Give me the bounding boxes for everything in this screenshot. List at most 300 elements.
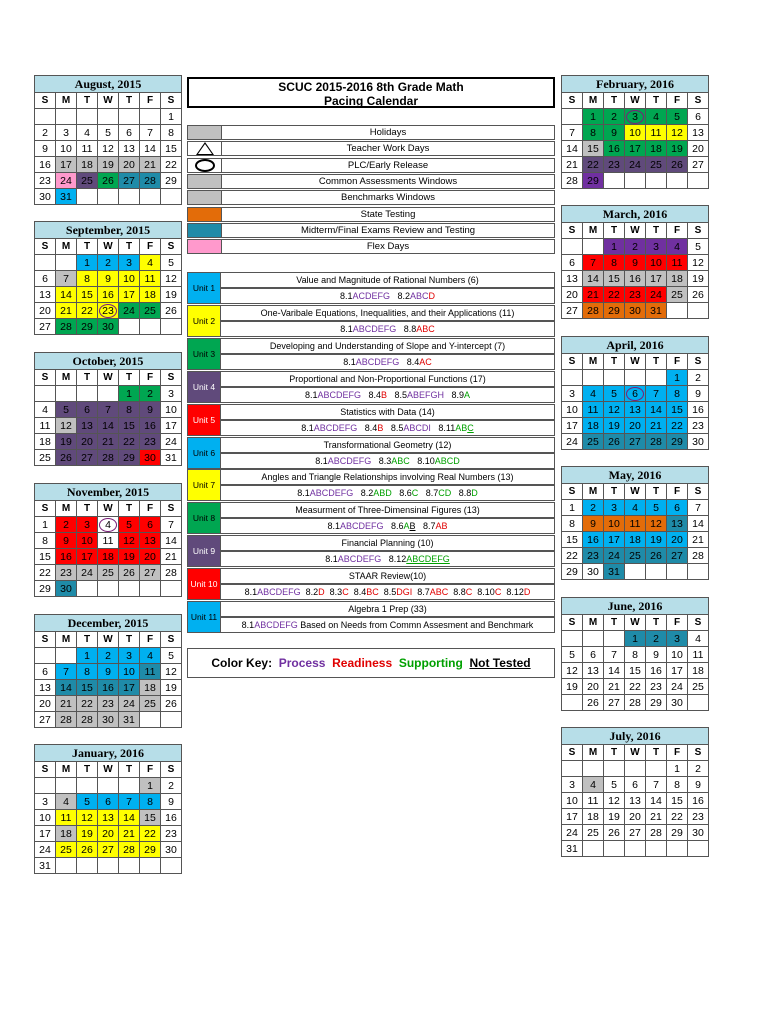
calendar-day: 22 [667, 418, 688, 434]
weekday-label: T [646, 745, 667, 761]
calendar-day: 24 [562, 434, 583, 450]
calendar-day: 27 [35, 319, 56, 335]
calendar-day [56, 109, 77, 125]
calendar-day: 20 [35, 696, 56, 712]
weekday-label: T [119, 370, 140, 386]
calendar-day: 3 [119, 255, 140, 271]
calendar-day [688, 173, 709, 189]
calendar-day: 5 [119, 517, 140, 533]
weekday-label: W [625, 745, 646, 761]
calendar-day: 31 [56, 189, 77, 205]
calendar-day: 4 [35, 402, 56, 418]
standard-code: ABD [373, 488, 392, 499]
weekday-label: S [688, 615, 709, 631]
calendar-day: 29 [77, 319, 98, 335]
calendar-day: 7 [56, 271, 77, 287]
calendar-day: 9 [35, 141, 56, 157]
calendar-day [56, 858, 77, 874]
calendar-day: 11 [667, 255, 688, 271]
standard-code: AC [419, 356, 432, 367]
calendar-day: 10 [625, 125, 646, 141]
weekday-label: T [604, 354, 625, 370]
calendar-day: 1 [77, 255, 98, 271]
weekday-label: S [688, 484, 709, 500]
calendar-day: 20 [77, 434, 98, 450]
standard-code: D [523, 587, 531, 598]
calendar-day: 19 [604, 809, 625, 825]
calendar-day [625, 564, 646, 580]
legend-swatch [187, 141, 222, 156]
standard-code: AB [435, 521, 448, 532]
calendar-day: 16 [688, 793, 709, 809]
calendar-day: 2 [688, 761, 709, 777]
standard-code: ABCDEFG [337, 554, 382, 565]
standard-code: ABCDEFG [257, 587, 301, 598]
calendar-day: 20 [625, 418, 646, 434]
unit-badge: Unit 10 [187, 568, 221, 600]
calendar-day: 8 [119, 402, 140, 418]
standard-code: 8.2 [390, 291, 411, 301]
standard-code: 8.7 [412, 587, 430, 598]
calendar-day: 6 [77, 402, 98, 418]
unit-title: Proportional and Non-Proportional Functions (17) [221, 371, 555, 387]
calendar-day: 25 [77, 173, 98, 189]
calendar-day: 28 [625, 695, 646, 711]
calendar-day: 14 [646, 402, 667, 418]
calendar-day: 4 [667, 239, 688, 255]
standard-code: 8.7 [418, 488, 439, 499]
calendar-day: 25 [667, 287, 688, 303]
calendar-day: 2 [646, 631, 667, 647]
calendar-day [667, 173, 688, 189]
unit-standards [221, 551, 555, 567]
weekday-label: M [583, 354, 604, 370]
calendar-day: 8 [667, 777, 688, 793]
calendar-day: 9 [646, 647, 667, 663]
calendar-day: 2 [161, 778, 182, 794]
standard-code: 8.11 [430, 422, 456, 433]
weekday-label: W [98, 762, 119, 778]
calendar-day [56, 386, 77, 402]
calendar-day [56, 255, 77, 271]
calendar-day: 14 [140, 141, 161, 157]
calendar-day: 14 [56, 287, 77, 303]
calendar-day [161, 319, 182, 335]
calendar-day [35, 648, 56, 664]
calendar-day: 8 [161, 125, 182, 141]
weekday-label: S [688, 745, 709, 761]
calendar-day: 25 [98, 565, 119, 581]
calendar-day [119, 109, 140, 125]
standard-code: 8.8 [448, 587, 466, 598]
calendar-day [562, 239, 583, 255]
weekday-label: F [667, 223, 688, 239]
calendar-day [77, 858, 98, 874]
unit-badge: Unit 5 [187, 404, 221, 436]
calendar-day: 22 [667, 809, 688, 825]
calendar-day [161, 189, 182, 205]
calendar-day: 10 [56, 141, 77, 157]
calendar-day: 28 [161, 565, 182, 581]
weekday-label: M [56, 762, 77, 778]
calendar-day: 12 [688, 255, 709, 271]
calendar-day: 28 [56, 712, 77, 728]
calendar-day: 16 [646, 663, 667, 679]
standard-code: 8.1 [301, 422, 314, 433]
calendar-day: 20 [140, 549, 161, 565]
calendar-day: 8 [667, 386, 688, 402]
calendar-day [625, 370, 646, 386]
weekday-label: F [140, 632, 161, 648]
weekday-label: W [98, 501, 119, 517]
unit-standards [221, 420, 555, 436]
weekday-label: S [161, 370, 182, 386]
legend-label: Teacher Work Days [222, 141, 555, 156]
calendar-day: 19 [688, 271, 709, 287]
calendar-day: 30 [688, 825, 709, 841]
unit-standards [221, 518, 555, 534]
calendar-day: 23 [161, 826, 182, 842]
calendar-day: 10 [604, 516, 625, 532]
legend-swatch [187, 239, 222, 254]
calendar-day: 17 [35, 826, 56, 842]
calendar-day [562, 761, 583, 777]
calendar-day: 29 [667, 825, 688, 841]
calendar-day: 22 [119, 434, 140, 450]
weekday-label: W [625, 93, 646, 109]
calendar-day: 4 [56, 794, 77, 810]
calendar-day: 25 [583, 434, 604, 450]
calendar-day: 23 [583, 548, 604, 564]
calendar-day: 11 [35, 418, 56, 434]
calendar-day: 19 [646, 532, 667, 548]
calendar-day [35, 109, 56, 125]
calendar-day: 11 [140, 664, 161, 680]
calendar-day: 18 [140, 287, 161, 303]
calendar-day: 24 [56, 173, 77, 189]
standard-code: 8.1 [339, 291, 353, 301]
weekday-label: S [35, 239, 56, 255]
calendar-day: 4 [77, 125, 98, 141]
weekday-label: T [646, 484, 667, 500]
weekday-label: F [667, 745, 688, 761]
calendar-day: 16 [98, 287, 119, 303]
calendar-day: 21 [688, 532, 709, 548]
calendar-day: 13 [77, 418, 98, 434]
calendar-day [77, 386, 98, 402]
calendar-day: 7 [646, 386, 667, 402]
calendar-day: 27 [119, 173, 140, 189]
calendar-day: 25 [35, 450, 56, 466]
calendar-day: 31 [646, 303, 667, 319]
calendar-day [56, 778, 77, 794]
calendar-day: 30 [688, 434, 709, 450]
calendar-day [161, 858, 182, 874]
weekday-label: S [688, 354, 709, 370]
calendar-day: 20 [562, 287, 583, 303]
weekday-label: M [56, 93, 77, 109]
weekday-label: T [604, 93, 625, 109]
calendar-day [119, 319, 140, 335]
calendar-day: 3 [562, 777, 583, 793]
calendar-day: 27 [98, 842, 119, 858]
standard-code: ABCDEFG [352, 323, 397, 334]
month-title: August, 2015 [35, 76, 182, 93]
calendar-day: 23 [688, 418, 709, 434]
calendar-day: 29 [161, 173, 182, 189]
calendar-day: 10 [562, 793, 583, 809]
calendar-day: 8 [625, 647, 646, 663]
calendar-day: 16 [56, 549, 77, 565]
standard-code: 8.12 [501, 587, 524, 598]
calendar-day [646, 564, 667, 580]
calendar-day: 21 [56, 696, 77, 712]
calendar-day: 16 [140, 418, 161, 434]
calendar-day: 9 [625, 255, 646, 271]
calendar-day: 1 [161, 109, 182, 125]
calendar-day: 11 [56, 810, 77, 826]
calendar-day [98, 581, 119, 597]
calendar-day: 12 [646, 516, 667, 532]
calendar-day [119, 778, 140, 794]
calendar-day: 8 [583, 125, 604, 141]
calendar-day: 6 [625, 386, 646, 402]
unit-badge: Unit 1 [187, 272, 221, 304]
calendar-day: 2 [140, 386, 161, 402]
calendar-day: 24 [119, 303, 140, 319]
weekday-label: T [604, 484, 625, 500]
calendar-day: 9 [688, 777, 709, 793]
calendar-day [604, 370, 625, 386]
calendar-day: 28 [98, 450, 119, 466]
calendar-day [35, 255, 56, 271]
calendar-day: 1 [140, 778, 161, 794]
calendar-day: 13 [688, 125, 709, 141]
weekday-label: S [35, 370, 56, 386]
calendar-day: 26 [56, 450, 77, 466]
calendar-day: 12 [562, 663, 583, 679]
calendar-day: 16 [583, 532, 604, 548]
standard-code: 8.6 [383, 521, 404, 532]
calendar-day: 26 [646, 548, 667, 564]
calendar-day: 23 [604, 157, 625, 173]
calendar-day: 14 [56, 680, 77, 696]
month-title: January, 2016 [35, 745, 182, 762]
weekday-label: F [140, 370, 161, 386]
calendar-day: 15 [161, 141, 182, 157]
page-title: SCUC 2015-2016 8th Grade Math Pacing Calendar [187, 77, 555, 108]
standard-code: 8.10 [409, 455, 435, 466]
calendar-day: 6 [625, 777, 646, 793]
calendar-day [646, 370, 667, 386]
weekday-label: W [625, 615, 646, 631]
calendar-day: 1 [583, 109, 604, 125]
calendar-day: 22 [140, 826, 161, 842]
calendar-day: 6 [667, 500, 688, 516]
calendar-day: 19 [667, 141, 688, 157]
calendar-day: 15 [77, 287, 98, 303]
weekday-label: W [98, 632, 119, 648]
standard-code: 8.5 [378, 587, 397, 598]
calendar-day: 24 [646, 287, 667, 303]
calendar-day: 15 [562, 532, 583, 548]
unit-title: Algebra 1 Prep (33) [221, 601, 555, 617]
calendar-day: 31 [161, 450, 182, 466]
weekday-label: S [35, 632, 56, 648]
weekday-label: M [56, 632, 77, 648]
calendar-day: 23 [646, 679, 667, 695]
calendar-day: 31 [562, 841, 583, 857]
standard-code: ABCDEFG [313, 422, 358, 433]
calendar-day: 8 [604, 255, 625, 271]
standard-code: D [471, 488, 478, 499]
calendar-day [140, 109, 161, 125]
standard-code: ABCDEFG [406, 554, 450, 565]
standard-code: ABCDEFG [339, 521, 384, 532]
calendar-day: 20 [98, 826, 119, 842]
legend-swatch [187, 190, 222, 205]
standard-code: A [464, 389, 471, 400]
weekday-label: M [583, 223, 604, 239]
calendar-day: 4 [688, 631, 709, 647]
standard-code: 8.1 [304, 389, 318, 400]
weekday-label: F [667, 615, 688, 631]
calendar-day: 15 [140, 810, 161, 826]
calendar-day: 13 [35, 287, 56, 303]
calendar-day: 24 [562, 825, 583, 841]
calendar-month [561, 466, 709, 580]
weekday-label: T [119, 239, 140, 255]
weekday-label: S [35, 762, 56, 778]
weekday-label: M [583, 745, 604, 761]
legend-row [187, 190, 555, 205]
weekday-label: S [161, 632, 182, 648]
calendar-day: 30 [56, 581, 77, 597]
calendar-day: 9 [98, 664, 119, 680]
weekday-label: W [98, 370, 119, 386]
calendar-day [583, 631, 604, 647]
calendar-day: 13 [562, 271, 583, 287]
legend-swatch [187, 207, 222, 222]
weekday-label: S [562, 223, 583, 239]
calendar-day [604, 841, 625, 857]
standard-code: 8.2 [300, 587, 319, 598]
calendar-day: 3 [562, 386, 583, 402]
calendar-day: 17 [119, 680, 140, 696]
calendar-day: 22 [562, 548, 583, 564]
calendar-day: 18 [625, 532, 646, 548]
standard-code: ABCDEFG [309, 488, 354, 499]
calendar-day: 6 [35, 271, 56, 287]
month-title: February, 2016 [562, 76, 709, 93]
standard-code: C [494, 587, 502, 598]
weekday-label: T [77, 632, 98, 648]
calendar-day: 24 [625, 157, 646, 173]
calendar-day: 7 [161, 517, 182, 533]
calendar-month [561, 75, 709, 189]
standard-code: 8.5 [383, 422, 404, 433]
calendar-day: 5 [604, 386, 625, 402]
calendar-day: 18 [583, 418, 604, 434]
legend-row [187, 223, 555, 238]
calendar-day: 5 [688, 239, 709, 255]
standard-code: CD [438, 488, 452, 499]
calendar-day: 20 [119, 157, 140, 173]
calendar-day: 16 [161, 810, 182, 826]
calendar-day: 10 [119, 664, 140, 680]
calendar-day: 1 [667, 761, 688, 777]
standard-code: C [467, 422, 474, 433]
legend-row [187, 174, 555, 189]
calendar-day: 4 [98, 517, 119, 533]
calendar-day: 10 [161, 402, 182, 418]
legend-swatch [187, 125, 222, 140]
calendar-day: 29 [583, 173, 604, 189]
legend-row [187, 158, 555, 173]
unit-badge: Unit 3 [187, 338, 221, 370]
weekday-label: S [562, 93, 583, 109]
calendar-day: 21 [583, 287, 604, 303]
month-title: July, 2016 [562, 728, 709, 745]
calendar-day [35, 386, 56, 402]
calendar-day: 17 [562, 809, 583, 825]
calendar-day: 9 [56, 533, 77, 549]
calendar-day: 23 [140, 434, 161, 450]
weekday-label: S [161, 501, 182, 517]
calendar-day: 30 [98, 319, 119, 335]
calendar-day: 16 [688, 402, 709, 418]
calendar-day: 14 [98, 418, 119, 434]
calendar-day: 3 [646, 239, 667, 255]
month-title: December, 2015 [35, 615, 182, 632]
legend-label: Common Assessments Windows [222, 174, 555, 189]
calendar-day: 1 [625, 631, 646, 647]
legend-label: Benchmarks Windows [222, 190, 555, 205]
calendar-day: 9 [98, 271, 119, 287]
month-title: September, 2015 [35, 222, 182, 239]
calendar-day: 14 [119, 810, 140, 826]
weekday-label: M [583, 615, 604, 631]
calendar-day: 19 [56, 434, 77, 450]
calendar-day: 13 [625, 402, 646, 418]
calendar-day: 24 [604, 548, 625, 564]
standard-code: 8.9 [444, 389, 465, 400]
calendar-day: 7 [98, 402, 119, 418]
legend-label: Holidays [222, 125, 555, 140]
calendar-day: 12 [161, 664, 182, 680]
calendar-day: 17 [646, 271, 667, 287]
calendar-day: 1 [35, 517, 56, 533]
calendar-day: 13 [625, 793, 646, 809]
standard-code: 8.1 [325, 554, 338, 565]
calendar-day: 31 [604, 564, 625, 580]
calendar-day: 14 [161, 533, 182, 549]
unit-badge: Unit 7 [187, 469, 221, 501]
legend-row [187, 125, 555, 140]
calendar-day: 9 [583, 516, 604, 532]
calendar-month [561, 597, 709, 711]
unit-badge: Unit 2 [187, 305, 221, 337]
calendar-day: 6 [140, 517, 161, 533]
standard-code: 8.5 [387, 389, 408, 400]
calendar-month [561, 727, 709, 857]
calendar-day: 16 [98, 680, 119, 696]
weekday-label: T [119, 762, 140, 778]
weekday-label: T [604, 745, 625, 761]
calendar-day: 8 [35, 533, 56, 549]
calendar-day [646, 761, 667, 777]
calendar-day: 7 [688, 500, 709, 516]
